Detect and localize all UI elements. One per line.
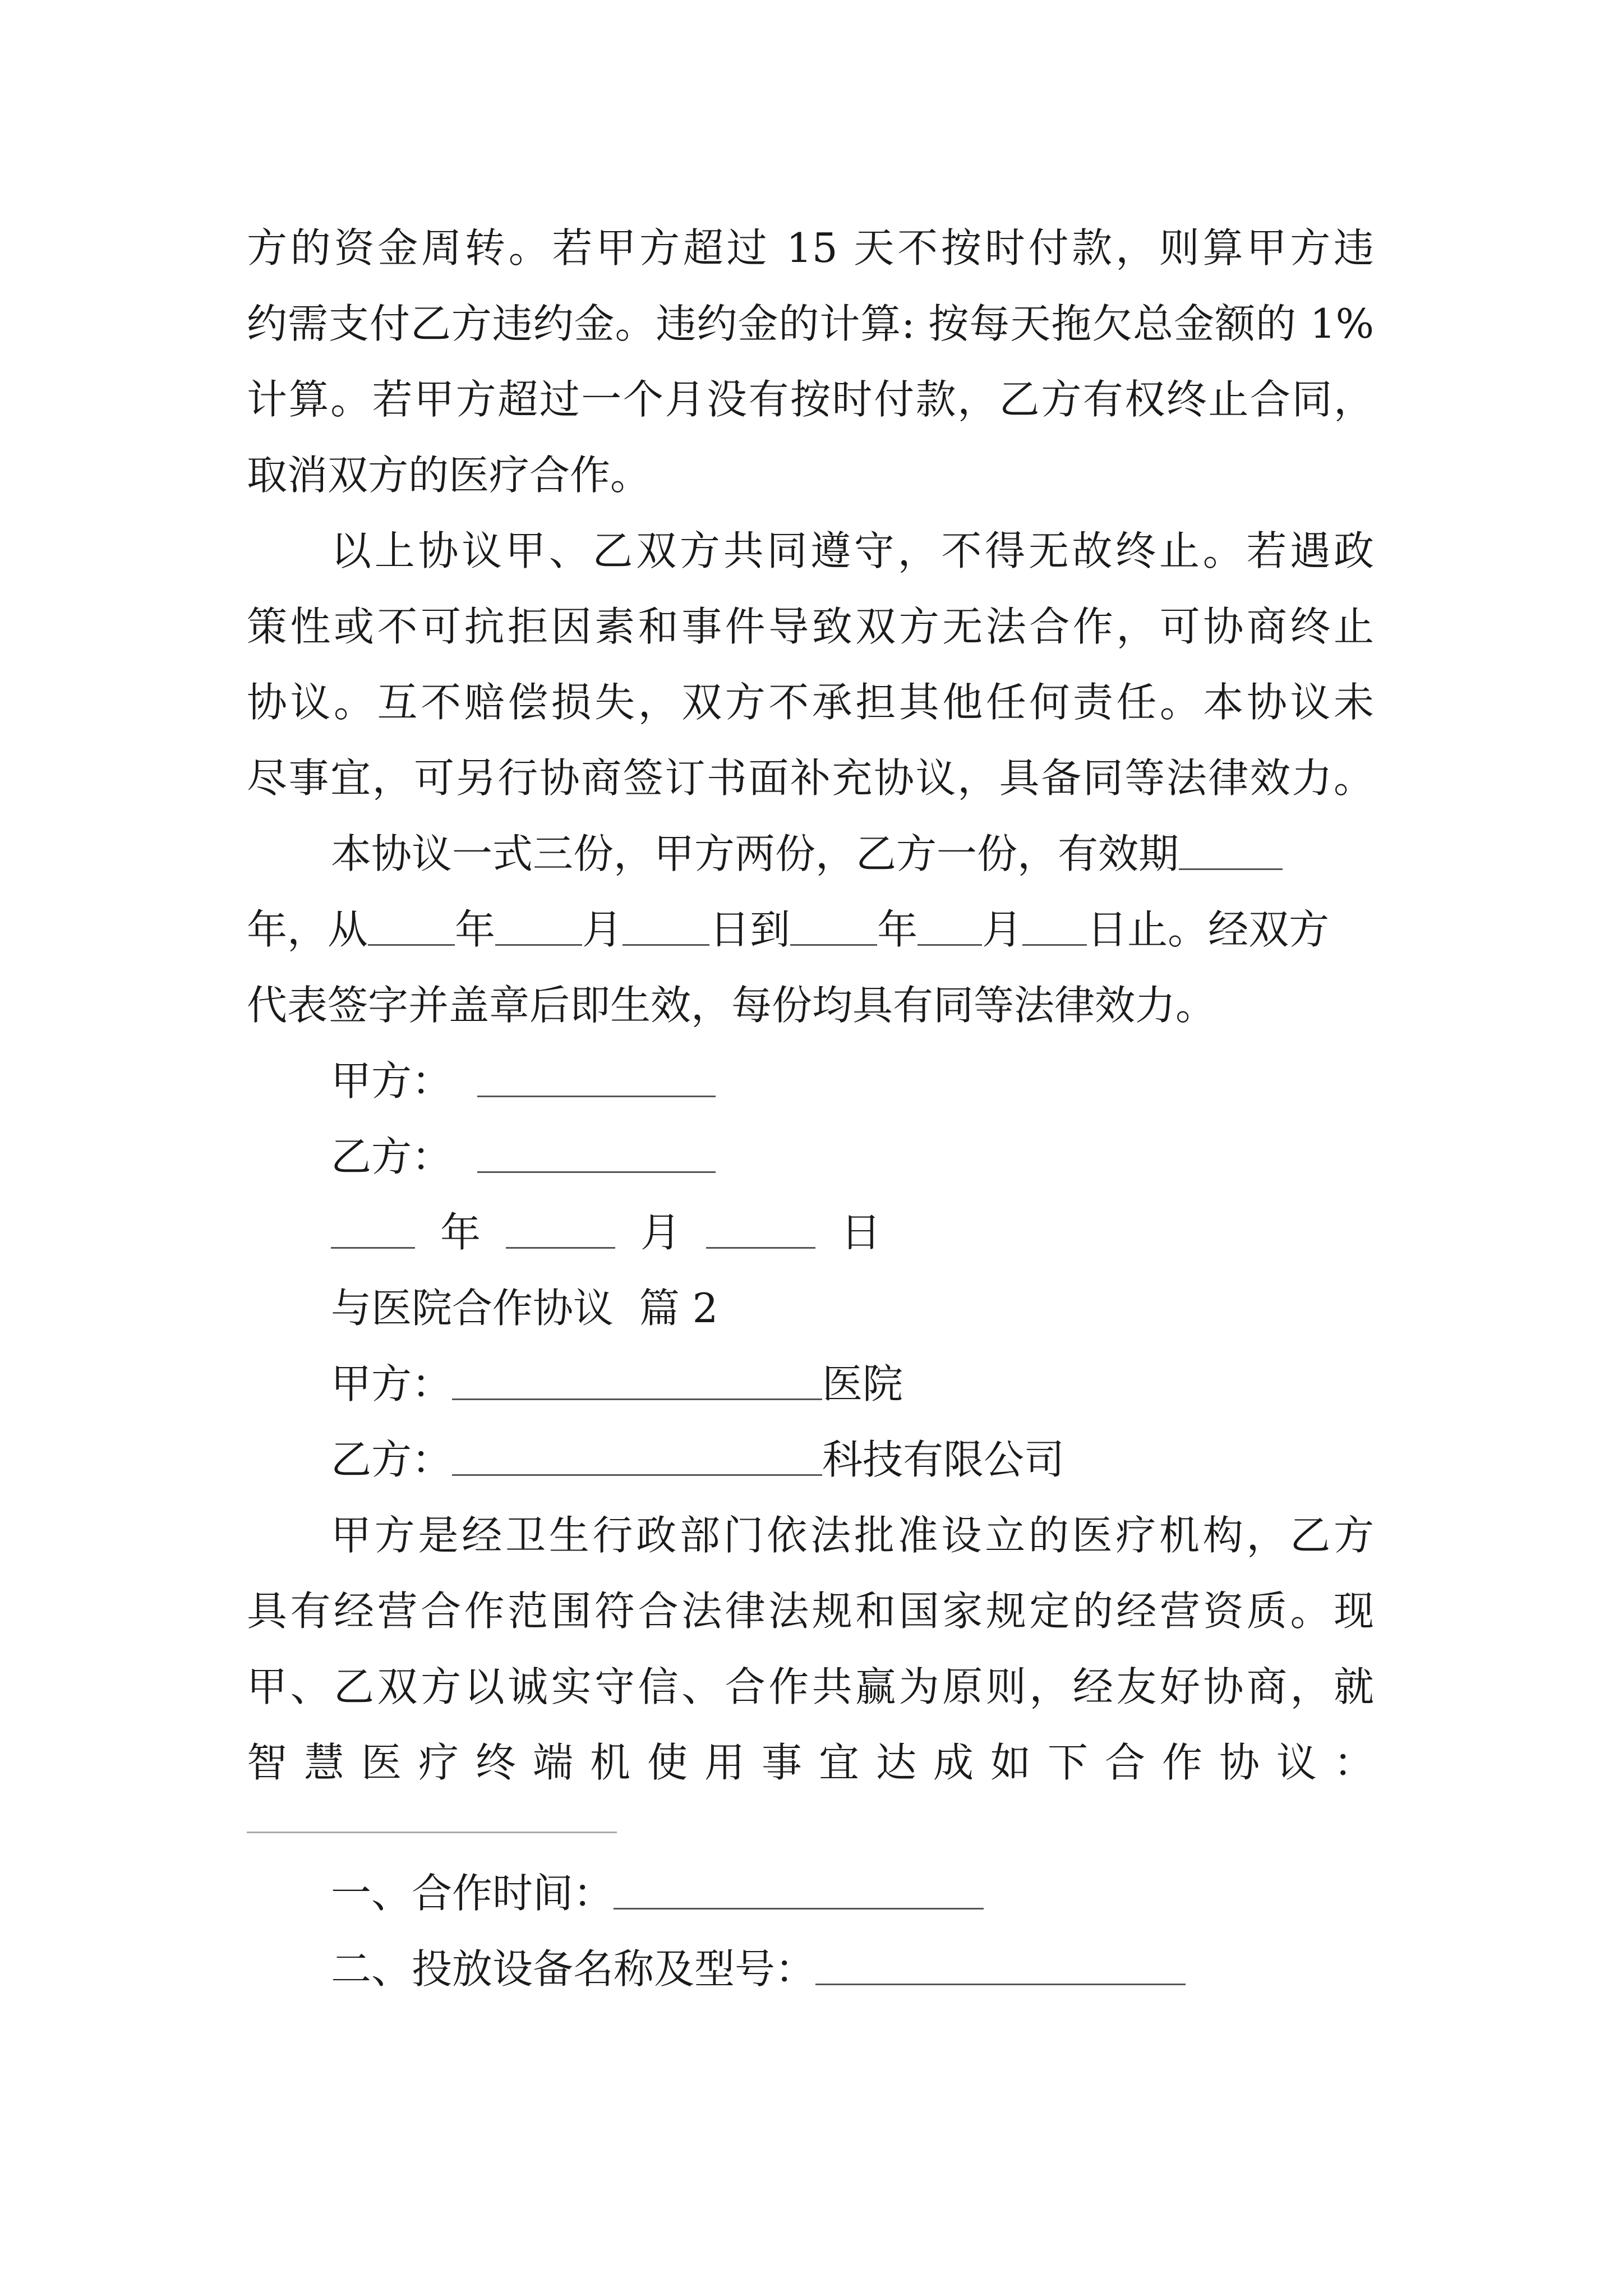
start-day-to-label: 日到 (709, 906, 791, 953)
company-name-blank[interactable] (452, 1441, 822, 1476)
paragraph-line: 智慧医疗终端机使用事宜达成如下合作协议： (247, 1739, 1374, 1786)
sign-day-blank[interactable] (706, 1213, 815, 1249)
date-range-line (247, 892, 1374, 968)
paragraph-line: 尽事宜，可另行协商签订书面补充协议，具备同等法律效力。 (247, 754, 1374, 802)
paragraph-line: 计算。若甲方超过一个月没有按时付款，乙方有权终止合同， (247, 376, 1374, 423)
item2-label: 二、投放设备名称及型号： (331, 1945, 816, 1993)
section-title: 与医院合作协议 篇 2 (331, 1285, 718, 1332)
paragraph-line: 约需支付乙方违约金。违约金的计算: 按每天拖欠总金额的 1% (247, 300, 1374, 347)
section2-party-b (247, 1422, 1374, 1498)
sign-year-blank[interactable] (331, 1213, 415, 1249)
party-b-blank[interactable] (477, 1138, 716, 1173)
paragraph-line: 取消双方的医疗合作。 (247, 452, 651, 499)
paragraph-line: 具有经营合作范围符合法律法规和国家规定的经营资质。现 (247, 1588, 1374, 1635)
signature-date (247, 1195, 1374, 1271)
hospital-name-blank[interactable] (452, 1365, 822, 1400)
year-suffix: 年，从 (247, 906, 368, 953)
start-month-label: 月 (582, 906, 623, 953)
device-model-blank[interactable] (815, 1950, 1186, 1985)
party-b-label: 乙方： (331, 1133, 453, 1180)
party-a-label: 甲方： (331, 1057, 453, 1105)
party-a-blank[interactable] (477, 1062, 716, 1097)
party-b-label: 乙方： (331, 1436, 453, 1483)
document-page (247, 210, 1374, 2007)
party-b-suffix: 科技有限公司 (822, 1436, 1065, 1483)
paragraph-line: 以上协议甲、乙双方共同遵守，不得无故终止。若遇政 (331, 527, 1374, 574)
end-month-label: 月 (982, 906, 1023, 953)
party-a-suffix: 医院 (822, 1360, 903, 1407)
end-month-blank[interactable] (917, 910, 982, 946)
paragraph-line: 协议。互不赔偿损失，双方不承担其他任何责任。本协议未 (247, 679, 1374, 726)
party-b-signature (247, 1119, 1374, 1195)
item-cooperation-time (247, 1856, 1374, 1931)
start-month-blank[interactable] (495, 910, 582, 946)
start-year-label: 年 (455, 906, 496, 953)
sign-year-label: 年 (440, 1209, 481, 1256)
paragraph-line: 策性或不可抗拒因素和事件导致双方无法合作，可协商终止 (247, 603, 1374, 650)
sign-day-label: 日 (841, 1209, 882, 1256)
paragraph-line: 甲方是经卫生行政部门依法批准设立的医疗机构，乙方 (331, 1512, 1374, 1559)
sign-month-blank[interactable] (506, 1213, 615, 1249)
paragraph-line: 代表签字并盖章后即生效，每份均具有同等法律效力。 (247, 982, 1216, 1029)
start-year-blank[interactable] (368, 910, 455, 946)
item1-label: 一、合作时间： (331, 1870, 614, 1917)
sign-month-label: 月 (640, 1209, 681, 1256)
footnote-divider (247, 1832, 617, 1833)
paragraph-line: 方的资金周转。若甲方超过 15 天不按时付款，则算甲方违 (247, 224, 1374, 272)
party-a-label: 甲方： (331, 1360, 453, 1407)
section2-party-a (247, 1346, 1374, 1422)
party-a-signature (247, 1043, 1374, 1119)
item-device-model (247, 1931, 1374, 2007)
end-year-label: 年 (877, 906, 918, 953)
start-day-blank[interactable] (623, 910, 709, 946)
end-day-label: 日止。经双方 (1087, 906, 1330, 953)
validity-years-blank[interactable] (1179, 835, 1283, 870)
validity-line (247, 816, 1374, 892)
paragraph-line: 甲、乙双方以诚实守信、合作共赢为原则，经友好协商，就 (247, 1663, 1374, 1710)
cooperation-time-blank[interactable] (614, 1874, 984, 1910)
end-day-blank[interactable] (1022, 910, 1087, 946)
validity-text: 本协议一式三份，甲方两份，乙方一份，有效期 (331, 830, 1179, 877)
end-year-blank[interactable] (790, 910, 877, 946)
